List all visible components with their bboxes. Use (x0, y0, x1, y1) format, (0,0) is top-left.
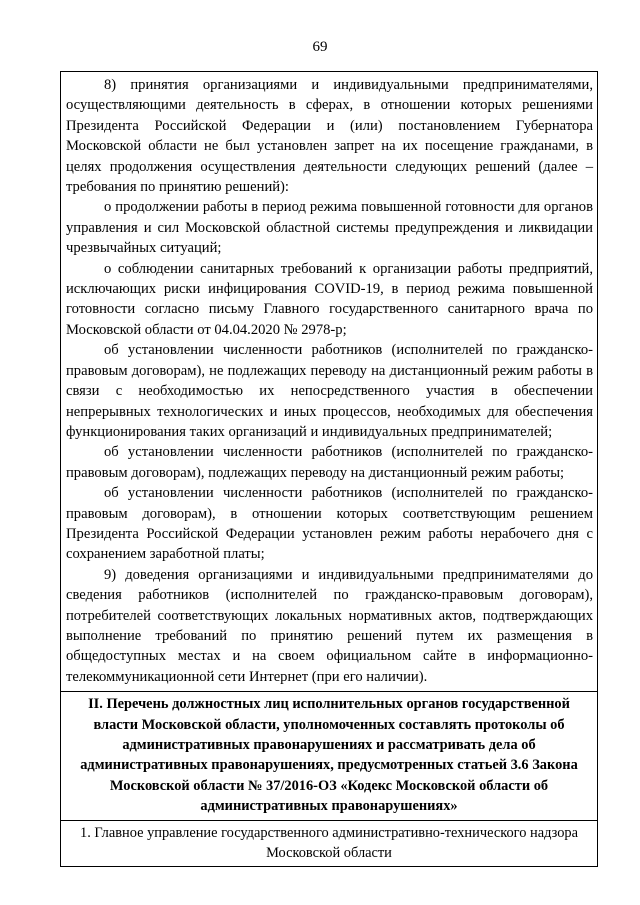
paragraph-sanitary-requirements: о соблюдении санитарных требований к организации работы предприятий, исключающих риски инфицирования COVID-19, в период режима повышенной готовности согласно письму Главного государственного санитарного врача по Московской области от 04.04.2020 № 2978-р; (66, 260, 593, 338)
paragraph-item-9: 9) доведения организациями и индивидуальными предпринимателями до сведения работников (исполнителей по гражданско-правовым договорам), потребителей соответствующих локальных нормативных актов, подтверждающих выполнение требований по принятию решений путем их размещения в общедоступных местах и на своем официальном сайте в информационно-телекоммуникационной сети Интернет (при его наличии). (66, 566, 593, 685)
list-item: 1. Главное управление государственного административно-технического надзора Московской области (80, 824, 578, 862)
section-heading: II. Перечень должностных лиц исполнительных органов государственной власти Московской области, уполномоченных составлять протоколы об административных правонарушениях и рассматривать дела об административных правонарушениях, предусмотренных статьей 3.6 Закона Московской области № 37/2016-ОЗ «Кодекс Московской области об административных правонарушениях» (61, 692, 597, 820)
paragraph-item-8: 8) принятия организациями и индивидуальными предпринимателями, осуществляющими деятельность в сферах, в отношении которых решениями Президента Российской Федерации и (или) постановлением Губернатора Московской области не был установлен запрет на их посещение гражданами, в целях продолжения осуществления деятельности следующих решений (далее – требования по принятию решений): (66, 77, 593, 196)
paragraph-non-working-days: об установлении численности работников (исполнителей по гражданско-правовым договорам), в отношении которых соответствующим решением Президента Российской Федерации установлен режим работы нерабочего дня с сохранением заработной платы; (66, 485, 593, 563)
text-cell (61, 72, 597, 692)
paragraph-continue-work: о продолжении работы в период режима повышенной готовности для органов управления и сил Московской областной системы предупреждения и ликвидации чрезвычайных ситуаций; (66, 199, 593, 257)
document-table (60, 71, 598, 867)
paragraph-remote-workers: об установлении численности работников (исполнителей по гражданско-правовым договорам), подлежащих переводу на дистанционный режим работы; (66, 444, 593, 481)
page-number: 69 (312, 39, 328, 55)
paragraph-non-remote-workers: об установлении численности работников (исполнителей по гражданско-правовым договорам), не подлежащих переводу на дистанционный режим работы в связи с необходимостью их непосредственного участия в обеспечении непрерывных технологических и иных процессов, необходимых для обеспечения функционирования таких организаций и индивидуальных предпринимателей; (66, 342, 593, 440)
